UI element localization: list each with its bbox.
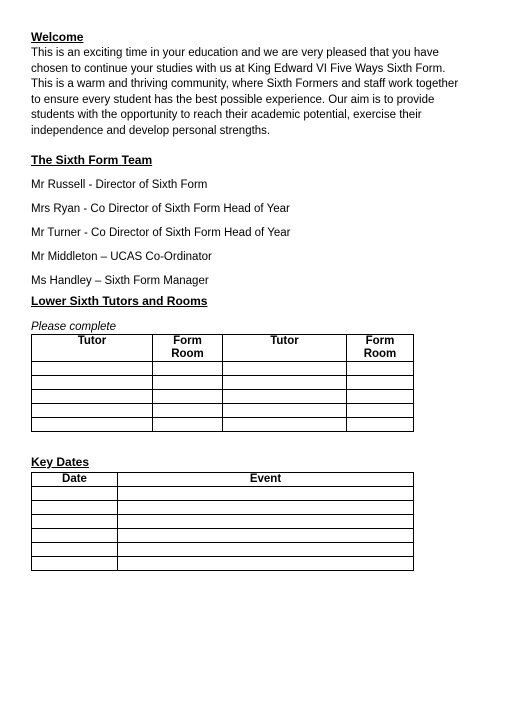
tutors-table-row [32, 389, 414, 403]
tutors-table-cell[interactable] [347, 417, 414, 431]
key-dates-table-cell[interactable] [118, 486, 414, 500]
welcome-line: to ensure every student has the best possible experience. Our aim is to provide [31, 93, 435, 106]
welcome-line: independence and develop personal strengths. [31, 124, 271, 137]
key-dates-table-cell[interactable] [32, 500, 118, 514]
tutors-table-cell[interactable] [223, 375, 347, 389]
key-dates-heading: Key Dates [31, 454, 90, 469]
tutors-table-row [32, 403, 414, 417]
tutors-table-cell[interactable] [223, 361, 347, 375]
key-dates-table-row [32, 528, 414, 542]
key-dates-table-cell[interactable] [32, 514, 118, 528]
tutors-table-cell[interactable] [223, 403, 347, 417]
key-dates-body [32, 486, 414, 570]
tutors-table-cell[interactable] [223, 389, 347, 403]
tutors-table-cell[interactable] [32, 375, 153, 389]
key-dates-header-cell: Date [32, 472, 118, 486]
tutors-table-cell[interactable] [32, 403, 153, 417]
tutors-header-cell: Tutor [223, 334, 347, 361]
please-complete-note: Please complete [31, 320, 117, 333]
key-dates-table-cell[interactable] [32, 542, 118, 556]
team-member: Mr Middleton – UCAS Co-Ordinator [31, 250, 212, 263]
tutors-table [31, 334, 414, 432]
key-dates-table-cell[interactable] [118, 500, 414, 514]
key-dates-header-row [32, 472, 414, 486]
tutors-table-cell[interactable] [153, 361, 223, 375]
key-dates-table [31, 472, 414, 571]
key-dates-table-cell[interactable] [32, 556, 118, 570]
team-list [31, 178, 477, 289]
key-dates-table-row [32, 514, 414, 528]
tutors-table-cell[interactable] [223, 417, 347, 431]
key-dates-table-cell[interactable] [32, 486, 118, 500]
key-dates-table-row [32, 486, 414, 500]
tutors-header-row [32, 334, 414, 361]
key-dates-table-cell[interactable] [118, 556, 414, 570]
key-dates-table-row [32, 500, 414, 514]
key-dates-header-cell: Event [118, 472, 414, 486]
tutors-table-cell[interactable] [32, 361, 153, 375]
tutors-table-cell[interactable] [347, 361, 414, 375]
tutors-header-cell: Tutor [32, 334, 153, 361]
tutors-table-cell[interactable] [153, 403, 223, 417]
tutors-table-row [32, 375, 414, 389]
tutors-heading: Lower Sixth Tutors and Rooms [31, 293, 208, 308]
key-dates-table-cell[interactable] [32, 528, 118, 542]
tutors-table-cell[interactable] [32, 417, 153, 431]
welcome-line: This is a warm and thriving community, where Sixth Formers and staff work together [31, 78, 459, 91]
key-dates-table-cell[interactable] [118, 514, 414, 528]
key-dates-table-row [32, 542, 414, 556]
tutors-body [32, 361, 414, 431]
team-member: Mr Turner - Co Director of Sixth Form Head of Year [31, 226, 291, 239]
key-dates-table-row [32, 556, 414, 570]
welcome-line: This is an exciting time in your education and we are very pleased that you have [31, 47, 439, 59]
tutors-table-row [32, 417, 414, 431]
tutors-header-cell: Form Room [153, 334, 223, 361]
tutors-table-cell[interactable] [347, 389, 414, 403]
tutors-table-row [32, 361, 414, 375]
key-dates-table-cell[interactable] [118, 542, 414, 556]
tutors-table-cell[interactable] [153, 375, 223, 389]
tutors-table-cell[interactable] [347, 403, 414, 417]
team-member: Mrs Ryan - Co Director of Sixth Form Head of Year [31, 202, 290, 215]
team-heading: The Sixth Form Team [31, 152, 153, 167]
welcome-heading: Welcome [31, 30, 84, 44]
tutors-table-cell[interactable] [153, 417, 223, 431]
tutors-header-cell: Form Room [347, 334, 414, 361]
tutors-table-cell[interactable] [32, 389, 153, 403]
welcome-paragraph [31, 46, 477, 140]
document-page [31, 30, 477, 571]
tutors-table-cell[interactable] [347, 375, 414, 389]
team-member: Mr Russell - Director of Sixth Form [31, 178, 208, 191]
welcome-line: chosen to continue your studies with us at King Edward VI Five Ways Sixth Form. [31, 62, 446, 75]
team-member: Ms Handley – Sixth Form Manager [31, 274, 209, 287]
key-dates-table-cell[interactable] [118, 528, 414, 542]
tutors-table-cell[interactable] [153, 389, 223, 403]
welcome-line: students with the opportunity to reach their academic potential, exercise their [31, 109, 422, 122]
